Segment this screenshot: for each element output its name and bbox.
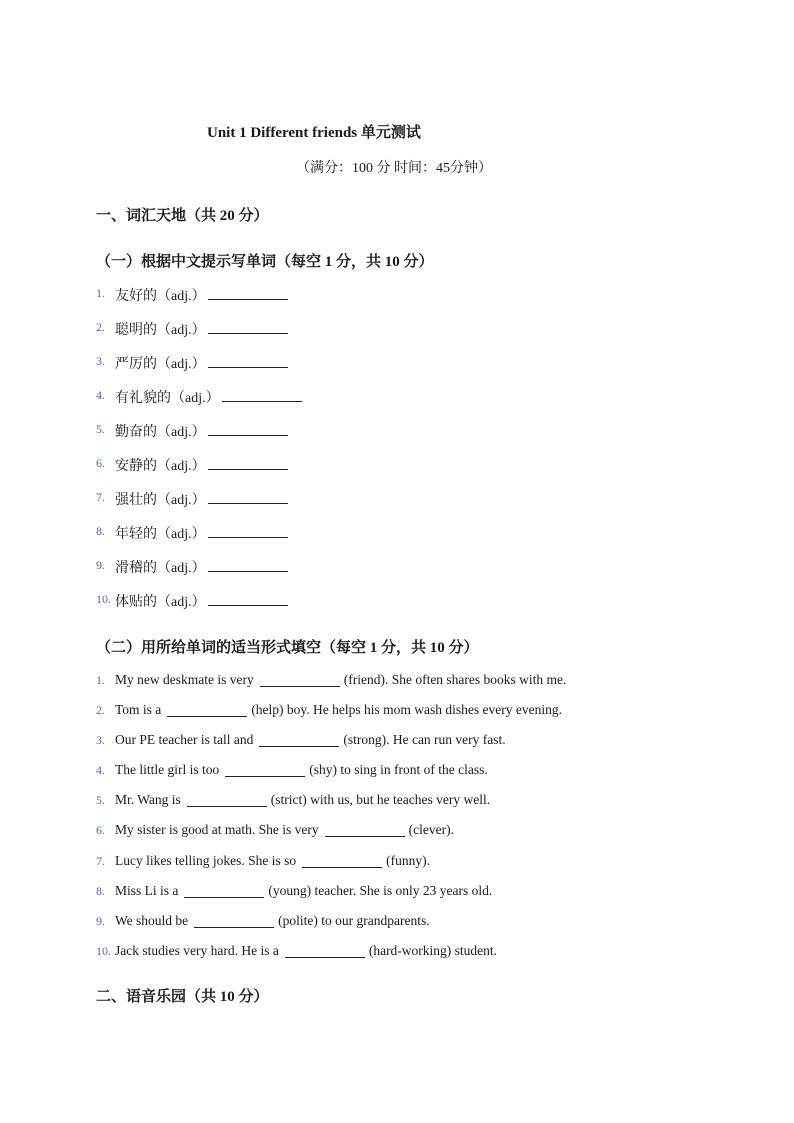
answer-blank[interactable] [225, 762, 305, 777]
item-number: 5. [96, 422, 105, 436]
sentence-before: We should be [115, 912, 189, 928]
answer-blank[interactable] [167, 702, 247, 717]
answer-blank[interactable] [208, 591, 288, 606]
score-time-info: （满分：100 分 时间：45分钟） [296, 161, 492, 176]
sentence-before: The little girl is too [115, 762, 220, 778]
vocab-item [96, 387, 356, 421]
vocab-prompt: 强壮的（adj.） [115, 493, 206, 508]
vocab-item [96, 489, 356, 523]
fill-item [96, 822, 656, 852]
answer-blank[interactable] [194, 913, 274, 928]
vocab-prompt: 有礼貌的（adj.） [115, 391, 220, 406]
fill-item [96, 702, 656, 732]
sentence-after: (clever). [408, 822, 454, 838]
item-number: 10. [96, 592, 111, 606]
item-number: 1. [96, 286, 105, 300]
item-number: 3. [96, 733, 105, 748]
answer-blank[interactable] [285, 943, 365, 958]
sentence-before: Lucy likes telling jokes. She is so [115, 852, 297, 868]
sentence-before: Miss Li is a [115, 882, 179, 898]
answer-blank[interactable] [208, 319, 288, 334]
vocab-item [96, 285, 356, 319]
item-number: 10. [96, 943, 111, 958]
fill-item [96, 732, 656, 762]
sentence-before: My sister is good at math. She is very [115, 822, 319, 838]
item-number: 8. [96, 524, 105, 538]
vocab-prompt: 年轻的（adj.） [115, 527, 206, 542]
fill-blank-list [96, 672, 656, 973]
answer-blank[interactable] [325, 822, 405, 837]
sentence-after: (friend). She often shares books with me. [343, 672, 567, 687]
item-number: 4. [96, 763, 105, 778]
sentence-after: (strict) with us, but he teaches very well. [270, 792, 491, 808]
item-number: 2. [96, 320, 105, 334]
item-number: 7. [96, 853, 105, 868]
vocab-prompt: 安静的（adj.） [115, 459, 206, 474]
vocab-item [96, 421, 356, 455]
fill-item [96, 853, 656, 883]
answer-blank[interactable] [208, 523, 288, 538]
item-number: 1. [96, 673, 105, 687]
sentence-after: (funny). [386, 852, 430, 868]
item-number: 7. [96, 490, 105, 504]
item-number: 6. [96, 823, 105, 838]
sentence-before: Mr. Wang is [115, 792, 181, 808]
item-number: 8. [96, 883, 105, 898]
vocab-item [96, 591, 356, 625]
answer-blank[interactable] [208, 285, 288, 300]
answer-blank[interactable] [184, 883, 264, 898]
vocab-item [96, 455, 356, 489]
vocab-prompt: 聪明的（adj.） [115, 323, 206, 338]
item-number: 9. [96, 558, 105, 572]
answer-blank[interactable] [260, 672, 340, 687]
fill-item [96, 913, 656, 943]
vocab-item [96, 319, 356, 353]
sentence-after: (shy) to sing in front of the class. [309, 762, 488, 778]
answer-blank[interactable] [302, 853, 382, 868]
item-number: 6. [96, 456, 105, 470]
answer-blank[interactable] [208, 455, 288, 470]
sentence-after: (strong). He can run very fast. [343, 732, 506, 748]
item-number: 2. [96, 703, 105, 718]
vocab-prompt: 友好的（adj.） [115, 289, 206, 304]
sentence-before: Our PE teacher is tall and [115, 732, 254, 748]
vocab-item [96, 523, 356, 557]
answer-blank[interactable] [208, 353, 288, 368]
vocab-item [96, 353, 356, 387]
item-number: 5. [96, 793, 105, 808]
fill-item [96, 883, 656, 913]
sentence-before: Tom is a [115, 702, 162, 718]
section-2-heading: 二、语音乐园（共 10 分） [96, 989, 269, 1005]
sentence-before: Jack studies very hard. He is a [115, 942, 279, 958]
vocab-list [96, 285, 356, 625]
fill-item [96, 792, 656, 822]
section-1-heading: 一、词汇天地（共 20 分） [96, 208, 269, 224]
vocab-prompt: 体贴的（adj.） [115, 595, 206, 610]
fill-item [96, 762, 656, 792]
answer-blank[interactable] [208, 421, 288, 436]
fill-item [96, 943, 656, 973]
answer-blank[interactable] [259, 732, 339, 747]
sentence-after: (polite) to our grandparents. [278, 912, 430, 928]
sentence-before: My new deskmate is very [115, 672, 254, 687]
vocab-item [96, 557, 356, 591]
part-1-heading: （一）根据中文提示写单词（每空 1 分，共 10 分） [96, 254, 434, 270]
item-number: 3. [96, 354, 105, 368]
item-number: 9. [96, 913, 105, 928]
sentence-after: (help) boy. He helps his mom wash dishes every evening. [251, 702, 562, 718]
fill-item [96, 672, 656, 702]
answer-blank[interactable] [222, 387, 302, 402]
vocab-prompt: 勤奋的（adj.） [115, 425, 206, 440]
answer-blank[interactable] [187, 792, 267, 807]
vocab-prompt: 严厉的（adj.） [115, 357, 206, 372]
answer-blank[interactable] [208, 557, 288, 572]
item-number: 4. [96, 388, 105, 402]
vocab-prompt: 滑稽的（adj.） [115, 561, 206, 576]
document-title: Unit 1 Different friends 单元测试 [207, 125, 421, 141]
sentence-after: (hard-working) student. [368, 942, 498, 958]
sentence-after: (young) teacher. She is only 23 years old. [268, 882, 493, 898]
part-2-heading: （二）用所给单词的适当形式填空（每空 1 分，共 10 分） [96, 640, 479, 656]
answer-blank[interactable] [208, 489, 288, 504]
